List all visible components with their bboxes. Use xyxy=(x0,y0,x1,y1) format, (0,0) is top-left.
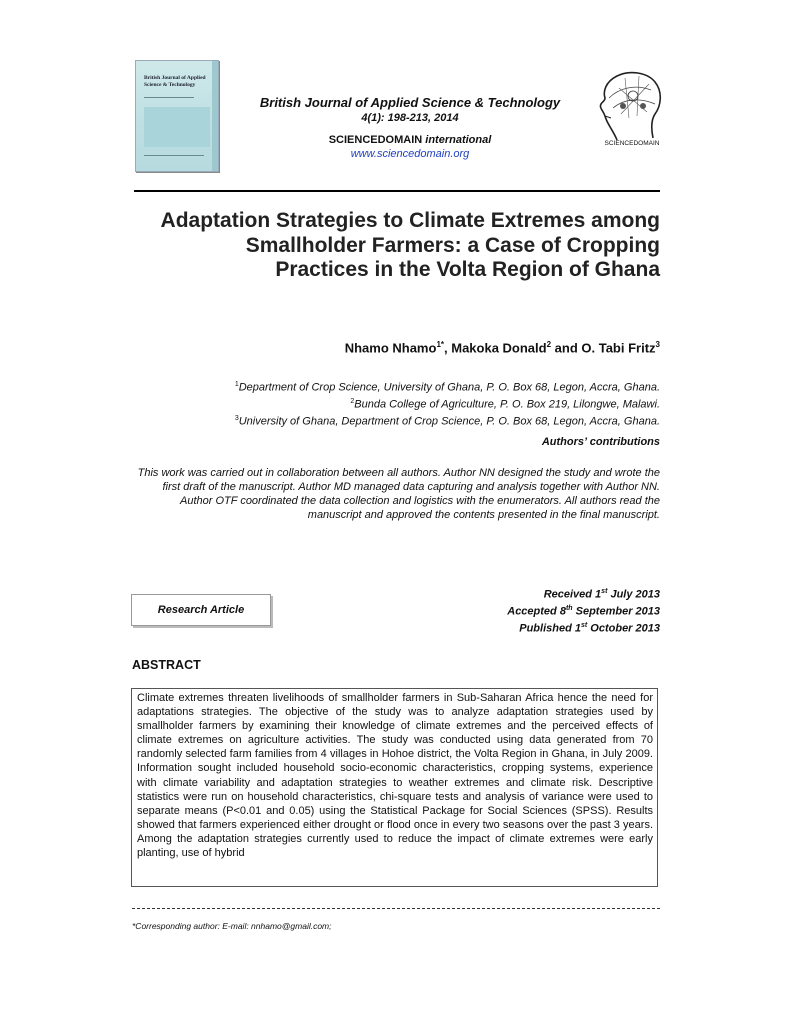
affiliation-line xyxy=(120,378,660,395)
date-rest: October 2013 xyxy=(587,622,660,635)
affiliation-text: University of Ghana, Department of Crop Science, P. O. Box 68, Legon, Accra, Ghana. xyxy=(238,415,660,428)
article-title: Adaptation Strategies to Climate Extremes among Smallholder Farmers: a Case of Cropping Practices in the Volta Region of Ghana xyxy=(160,209,660,281)
date-label: Accepted 8 xyxy=(507,605,566,618)
affiliation-mark: 1 xyxy=(234,381,239,388)
journal-cover-image xyxy=(135,60,219,172)
author-affiliation-mark: 1* xyxy=(436,340,444,349)
publication-dates xyxy=(400,585,660,636)
date-suffix: st xyxy=(581,622,588,630)
publisher xyxy=(225,133,595,147)
author-affiliation-mark: 2 xyxy=(546,340,552,349)
cover-stripe xyxy=(212,61,218,171)
author-name: Makoka Donald xyxy=(451,340,547,356)
cover-panel xyxy=(144,107,210,147)
abstract-box xyxy=(131,688,658,887)
article-type-label: Research Article xyxy=(157,604,245,616)
publisher-suffix: international xyxy=(425,134,492,146)
journal-header xyxy=(225,95,595,161)
author-affiliation-mark: 3 xyxy=(655,340,660,349)
date-suffix: st xyxy=(601,588,608,595)
cover-title: British Journal of Applied Science & Technology xyxy=(144,75,206,88)
date-received xyxy=(400,585,660,602)
author-name: Nhamo Nhamo xyxy=(344,340,437,356)
logo-caption: SCIENCEDOMAIN xyxy=(604,140,660,147)
affiliations xyxy=(120,378,660,429)
contributions-heading: Authors’ contributions xyxy=(541,436,660,448)
date-suffix: th xyxy=(565,605,573,613)
corresponding-author-footnote: *Corresponding author: E-mail: nnhamo@gmail.com; xyxy=(132,921,332,931)
cover-rule xyxy=(144,155,204,156)
affiliation-line xyxy=(120,395,660,412)
footnote-rule xyxy=(132,908,660,909)
contributions-text: This work was carried out in collaboration between all authors. Author NN designed the study and wrote the first draft of the manuscript. Author MD managed data capturing and analysis together with Author NN. Author OTF coordinated the data collection and logistics with the enumerators. All authors read the manuscript and approved the contents presented in the final manuscript. xyxy=(137,467,660,521)
header-rule xyxy=(134,190,660,192)
affiliation-text: Department of Crop Science, University of Ghana, P. O. Box 68, Legon, Accra, Ghana. xyxy=(238,381,660,394)
date-rest: July 2013 xyxy=(607,588,660,601)
author-name: O. Tabi Fritz xyxy=(581,340,656,356)
affiliation-mark: 2 xyxy=(350,398,355,406)
abstract-text: Climate extremes threaten livelihoods of smallholder farmers in Sub-Saharan Africa hence the need for adaptations strategies. The objective of the study was to analyze adaptation strategies used by smallholder farmers by examining their knowledge of climate extremes and the perceived effects of climate extremes on agriculture activities. The study was conducted using data generated from 70 randomly selected farm families from 4 villages in Hohoe district, the Volta Region in Ghana, in July 2009. Information sought included household socio-economic characteristics, cropping systems, experience with climate variability and adaptation strategies to weather extremes and climate risk. Descriptive statistics were run on household characteristics, chi-square tests and analysis of variance were used to separate means (P<0.01 and 0.05) using the Statistical Package for Social Sciences (SPSS). Results showed that farmers experienced either drought or flood once in every two seasons over the past 3 years. Among the adaptation strategies currently used to reduce the impact of climate extremes were early planting, use of hybrid xyxy=(137,692,653,860)
date-published xyxy=(400,619,660,636)
date-label: Received 1 xyxy=(543,588,602,601)
date-rest: September 2013 xyxy=(572,605,660,618)
abstract-heading: ABSTRACT xyxy=(132,658,201,672)
author-separator: , xyxy=(444,340,452,356)
date-label: Published 1 xyxy=(519,622,581,635)
sciencedomain-logo-icon xyxy=(595,68,669,150)
author-list xyxy=(160,340,660,355)
article-type-badge xyxy=(131,594,271,626)
affiliation-line xyxy=(120,412,660,429)
publisher-name: SCIENCEDOMAIN xyxy=(328,134,423,146)
journal-name: British Journal of Applied Science & Technology xyxy=(259,95,561,110)
journal-volume: 4(1): 198-213, 2014 xyxy=(361,112,459,124)
affiliation-text: Bunda College of Agriculture, P. O. Box 219, Lilongwe, Malawi. xyxy=(354,398,660,411)
cover-rule xyxy=(144,97,194,98)
publisher-url[interactable]: www.sciencedomain.org xyxy=(350,148,470,160)
affiliation-mark: 3 xyxy=(234,415,239,423)
date-accepted xyxy=(400,602,660,619)
author-separator: and xyxy=(551,340,582,356)
